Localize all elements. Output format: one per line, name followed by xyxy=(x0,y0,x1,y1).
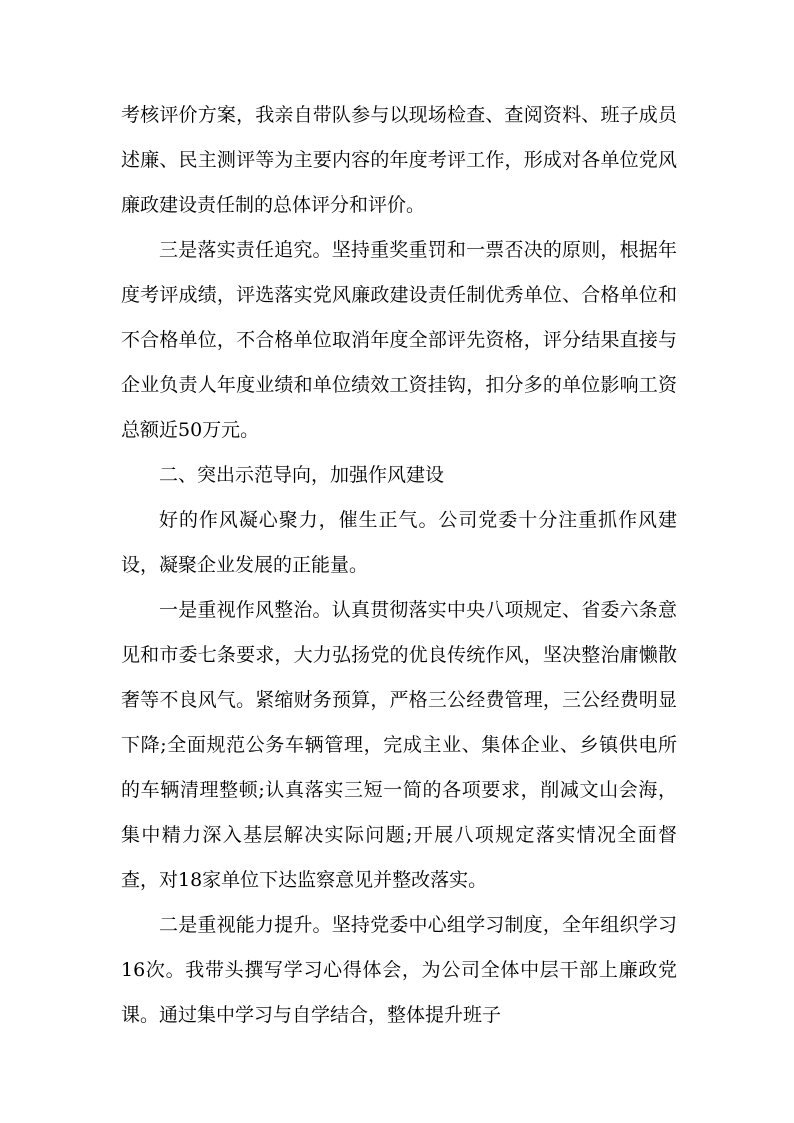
paragraph-4: 一是重视作风整治。认真贯彻落实中央八项规定、省委六条意见和市委七条要求，大力弘扬党的优良传统作风，坚决整治庸懒散奢等不良风气。紧缩财务预算，严格三公经费管理，三公经费明显下降;全面规范公务车辆管理，完成主业、集体企业、乡镇供电所的车辆清理整顿;认真落实三短一简的各项要求，削减文山会海，集中精力深入基层解决实际问题;开展八项规定落实情况全面督查，对18家单位下达监察意见并整改落实。 xyxy=(121,599,677,891)
paragraph-2: 三是落实责任追究。坚持重奖重罚和一票否决的原则，根据年度考评成绩，评选落实党风廉政建设责任制优秀单位、合格单位和不合格单位，不合格单位取消年度全部评先资格，评分结果直接与企业负责人年度业绩和单位绩效工资挂钩，扣分多的单位影响工资总额近50万元。 xyxy=(121,239,677,441)
section-heading: 二、突出示范导向，加强作风建设 xyxy=(159,464,445,486)
paragraph-1: 考核评价方案，我亲自带队参与以现场检查、查阅资料、班子成员述廉、民主测评等为主要内容的年度考评工作，形成对各单位党风廉政建设责任制的总体评分和评价。 xyxy=(121,104,677,216)
paragraph-3: 好的作风凝心聚力，催生正气。公司党委十分注重抓作风建设，凝聚企业发展的正能量。 xyxy=(121,509,677,576)
paragraph-5: 二是重视能力提升。坚持党委中心组学习制度，全年组织学习16次。我带头撰写学习心得体会，为公司全体中层干部上廉政党课。通过集中学习与自学结合，整体提升班子 xyxy=(121,914,677,1026)
document-body xyxy=(121,93,677,1038)
